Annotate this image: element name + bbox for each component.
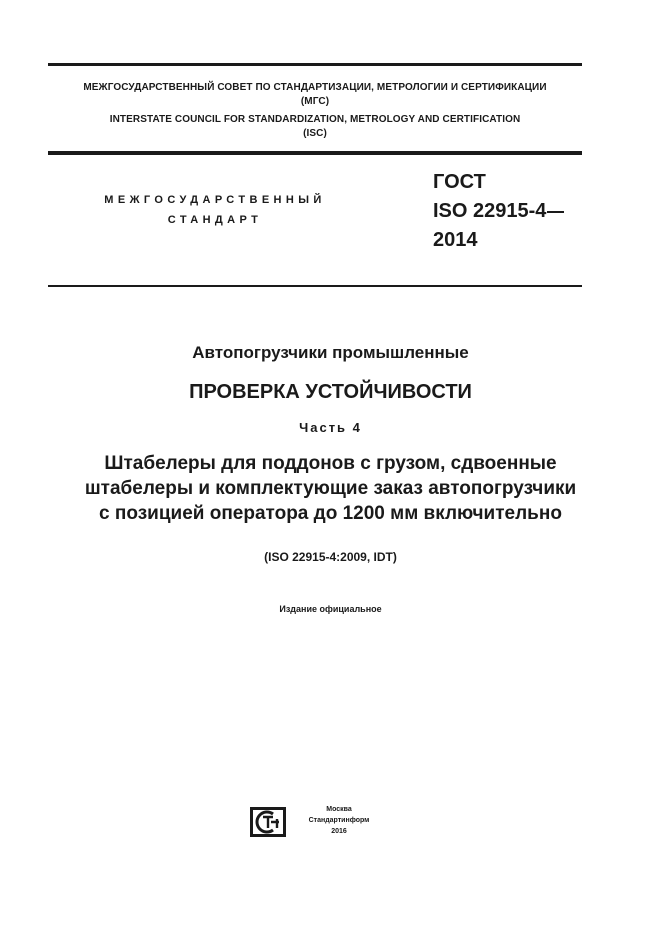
publisher-year: 2016 (331, 828, 347, 835)
title-line1: Автопогрузчики промышленные (192, 343, 469, 362)
header-rule (48, 151, 582, 155)
standard-kind-line2: СТАНДАРТ (167, 214, 263, 226)
gost-number-line (433, 197, 564, 226)
publisher (293, 804, 385, 837)
council-en-abbr: (ISC) (303, 128, 327, 139)
council-ru-abbr: (МГС) (300, 96, 330, 107)
iso-reference: (ISO 22915-4:2009, IDT) (264, 550, 397, 564)
subtitle (0, 451, 661, 526)
council-ru: МЕЖГОСУДАРСТВЕННЫЙ СОВЕТ ПО СТАНДАРТИЗАЦИИ, МЕТРОЛОГИИ И СЕРТИФИКАЦИИ (83, 82, 547, 93)
gost-dash (547, 211, 564, 213)
publisher-name: Стандартинформ (308, 817, 370, 824)
standartinform-logo-icon (249, 806, 287, 838)
publisher-city: Москва (326, 806, 352, 813)
designation-rule (48, 285, 582, 287)
top-rule (48, 63, 582, 66)
subtitle-line3: с позицией оператора до 1200 мм включительно (99, 503, 562, 524)
gost-number: ISO 22915-4 (433, 200, 547, 222)
edition-label: Издание официальное (279, 604, 382, 614)
gost-label: ГОСТ (433, 171, 486, 193)
part-label: Часть 4 (299, 420, 362, 435)
standard-kind-line1: МЕЖГОСУДАРСТВЕННЫЙ (104, 194, 326, 206)
council-en: INTERSTATE COUNCIL FOR STANDARDIZATION, METROLOGY AND CERTIFICATION (109, 114, 521, 125)
gost-year: 2014 (433, 229, 478, 251)
subtitle-line2: штабелеры и комплектующие заказ автопогрузчики (84, 478, 577, 499)
gost-designation (433, 168, 564, 255)
subtitle-line1: Штабелеры для поддонов с грузом, сдвоенные (104, 453, 557, 474)
title-line2: ПРОВЕРКА УСТОЙЧИВОСТИ (189, 381, 472, 403)
